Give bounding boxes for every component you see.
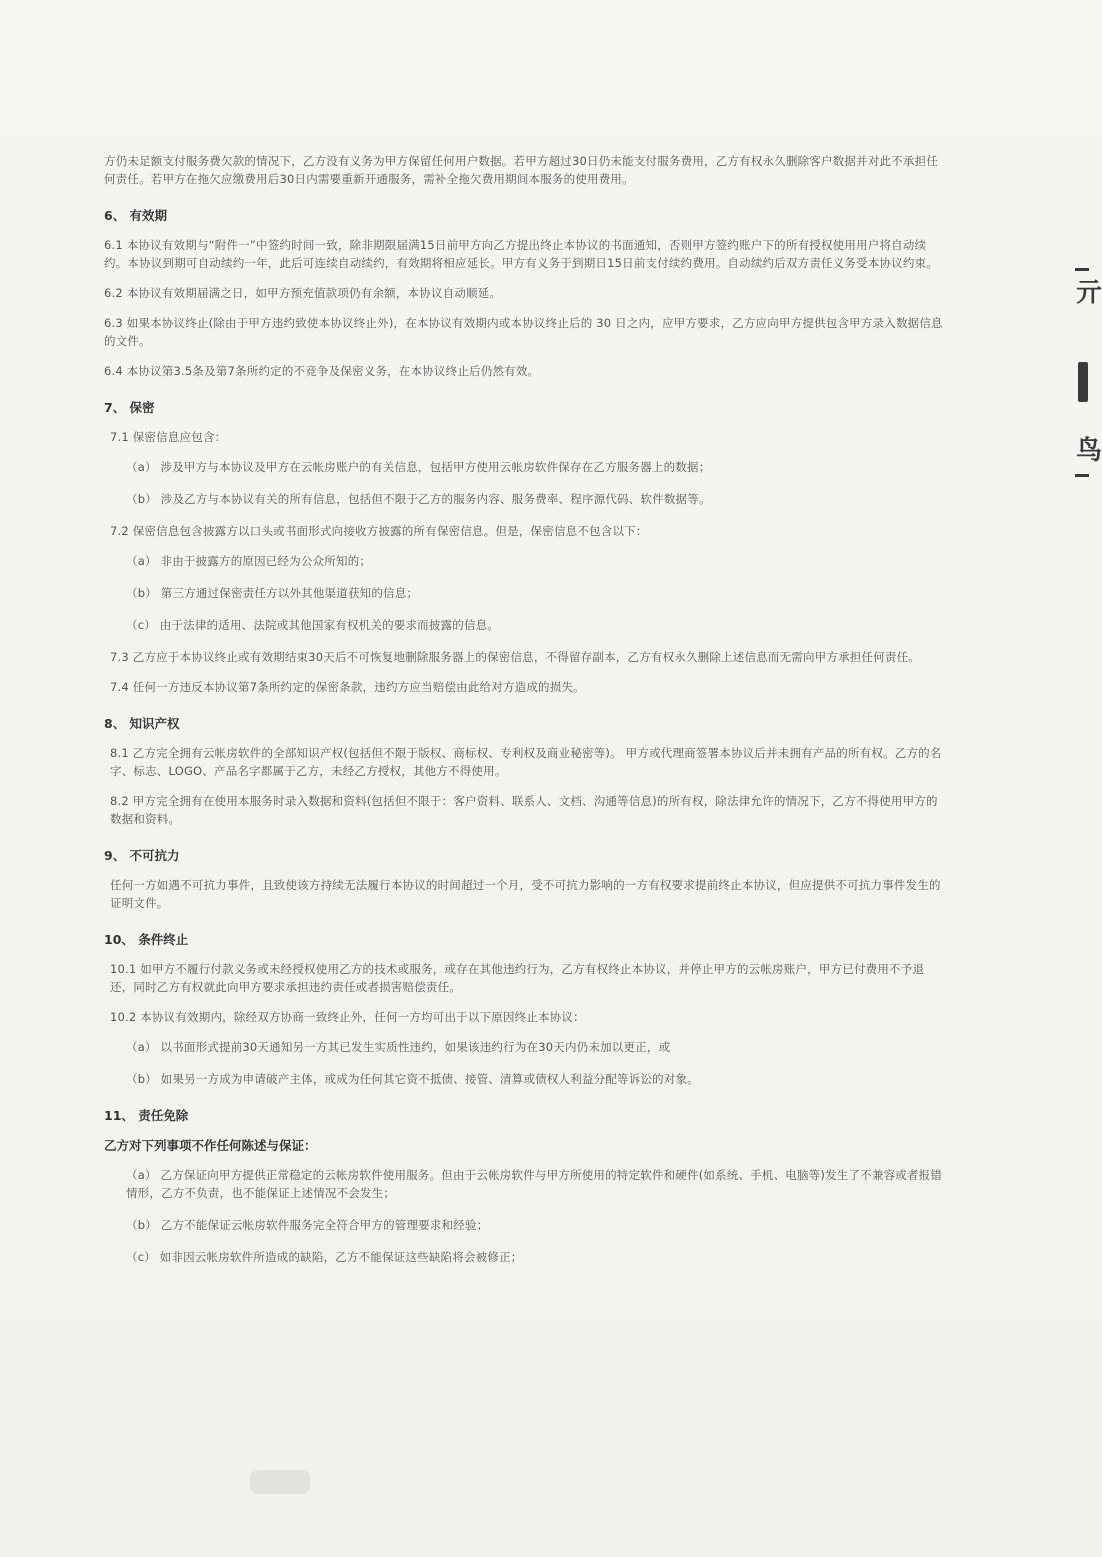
clause-7-1-b: （b） 涉及乙方与本协议有关的所有信息，包括但不限于乙方的服务内容、服务费率、程序源代码、软件数据等。 bbox=[126, 492, 711, 506]
clause-11-c: （c） 如非因云帐房软件所造成的缺陷，乙方不能保证这些缺陷将会被修正； bbox=[126, 1250, 523, 1264]
clause-10-2: 10.2 本协议有效期内，除经双方协商一致终止外，任何一方均可出于以下原因终止本协议： bbox=[110, 1010, 585, 1024]
clause-7-2-c: （c） 由于法律的适用、法院或其他国家有权机关的要求而披露的信息。 bbox=[126, 618, 500, 632]
section-6-title: 6、 有效期 bbox=[104, 208, 168, 223]
section-7 bbox=[104, 398, 944, 696]
clause-7-2-a: （a） 非由于披露方的原因已经为公众所知的； bbox=[126, 554, 372, 568]
clause-7-2-b: （b） 第三方通过保密责任方以外其他渠道获知的信息； bbox=[126, 586, 419, 600]
clause-6-3: 6.3 如果本协议终止(除由于甲方违约致使本协议终止外)，在本协议有效期内或本协议终止后的 30 日之内，应甲方要求，乙方应向甲方提供包含甲方录入数据信息的文件。 bbox=[104, 316, 943, 348]
clause-11-b: （b） 乙方不能保证云帐房软件服务完全符合甲方的管理要求和经验； bbox=[126, 1218, 489, 1232]
clause-10-2-b: （b） 如果另一方成为申请破产主体，或成为任何其它资不抵债、接管、清算或债权人利益分配等诉讼的对象。 bbox=[126, 1072, 699, 1086]
clause-11-a: （a） 乙方保证向甲方提供正常稳定的云帐房软件使用服务。但由于云帐房软件与甲方所使用的特定软件和硬件(如系统、手机、电脑等)发生了不兼容或者报错情形，乙方不负责，也不能保证上述情况不会发生； bbox=[126, 1168, 943, 1200]
section-11-lead: 乙方对下列事项不作任何陈述与保证： bbox=[104, 1138, 317, 1153]
intro-paragraph bbox=[104, 152, 944, 188]
intro-text: 方仍未足额支付服务费欠款的情况下，乙方没有义务为甲方保留任何用户数据。若甲方超过30日仍未能支付服务费用，乙方有权永久删除客户数据并对此不承担任何责任。若甲方在拖欠应缴费用后30日内需要重新开通服务，需补全拖欠费用期间本服务的使用费用。 bbox=[104, 154, 939, 186]
seal-fragment-bottom-line bbox=[1075, 474, 1089, 477]
clause-6-4: 6.4 本协议第3.5条及第7条所约定的不竞争及保密义务，在本协议终止后仍然有效。 bbox=[104, 364, 540, 378]
seal-fragment-middle bbox=[1078, 362, 1088, 402]
clause-7-1: 7.1 保密信息应包含： bbox=[110, 430, 227, 444]
seal-fragment-top: 亓 bbox=[1076, 278, 1102, 308]
clause-7-2: 7.2 保密信息包含披露方以口头或书面形式向接收方披露的所有保密信息。但是，保密信息不包含以下： bbox=[110, 524, 648, 538]
clause-10-2-a: （a） 以书面形式提前30天通知另一方其已发生实质性违约，如果该违约行为在30天内仍未加以更正，或 bbox=[126, 1040, 671, 1054]
clause-7-1-a: （a） 涉及甲方与本协议及甲方在云帐房账户的有关信息，包括甲方使用云帐房软件保存在乙方服务器上的数据； bbox=[126, 460, 711, 474]
section-8 bbox=[104, 714, 944, 828]
section-9 bbox=[104, 846, 944, 912]
clause-9-text: 任何一方如遇不可抗力事件，且致使该方持续无法履行本协议的时间超过一个月，受不可抗力影响的一方有权要求提前终止本协议，但应提供不可抗力事件发生的证明文件。 bbox=[110, 878, 941, 910]
section-7-title: 7、 保密 bbox=[104, 400, 155, 415]
seal-fragment-top-line bbox=[1075, 268, 1089, 271]
clause-8-1: 8.1 乙方完全拥有云帐房软件的全部知识产权(包括但不限于版权、商标权、专利权及商业秘密等)。 甲方或代理商签署本协议后并未拥有产品的所有权。乙方的名字、标志、LOGO、产品名字都属于乙方，未经乙方授权，其他方不得使用。 bbox=[110, 746, 942, 778]
section-8-title: 8、 知识产权 bbox=[104, 716, 180, 731]
clause-10-1: 10.1 如甲方不履行付款义务或未经授权使用乙方的技术或服务，或存在其他违约行为，乙方有权终止本协议，并停止甲方的云帐房账户，甲方已付费用不予退还，同时乙方有权就此向甲方要求承担违约责任或者损害赔偿责任。 bbox=[110, 962, 925, 994]
section-6 bbox=[104, 206, 944, 380]
section-11 bbox=[104, 1106, 944, 1266]
clause-7-4: 7.4 任何一方违反本协议第7条所约定的保密条款，违约方应当赔偿由此给对方造成的损失。 bbox=[110, 680, 585, 694]
seal-fragment-bottom: 鸟 bbox=[1076, 436, 1102, 466]
clause-6-2: 6.2 本协议有效期届满之日，如甲方预充值款项仍有余额，本协议自动顺延。 bbox=[104, 286, 502, 300]
section-10-title: 10、 条件终止 bbox=[104, 932, 189, 947]
section-11-title: 11、 责任免除 bbox=[104, 1108, 189, 1123]
section-9-title: 9、 不可抗力 bbox=[104, 848, 180, 863]
section-10 bbox=[104, 930, 944, 1088]
clause-6-1: 6.1 本协议有效期与“附件一”中签约时间一致，除非期限届满15日前甲方向乙方提出终止本协议的书面通知，否则甲方签约账户下的所有授权使用用户将自动续约。本协议到期可自动续约一年，此后可连续自动续约，有效期将相应延长。甲方有义务于到期日15日前支付续约费用。自动续约后双方责任义务受本协议约束。 bbox=[104, 238, 939, 270]
scan-smudge bbox=[250, 1470, 310, 1494]
clause-7-3: 7.3 乙方应于本协议终止或有效期结束30天后不可恢复地删除服务器上的保密信息，不得留存副本，乙方有权永久删除上述信息而无需向甲方承担任何责任。 bbox=[110, 650, 920, 664]
document-body bbox=[104, 152, 944, 1280]
clause-8-2: 8.2 甲方完全拥有在使用本服务时录入数据和资料(包括但不限于：客户资料、联系人、文档、沟通等信息)的所有权，除法律允许的情况下，乙方不得使用甲方的数据和资料。 bbox=[110, 794, 938, 826]
